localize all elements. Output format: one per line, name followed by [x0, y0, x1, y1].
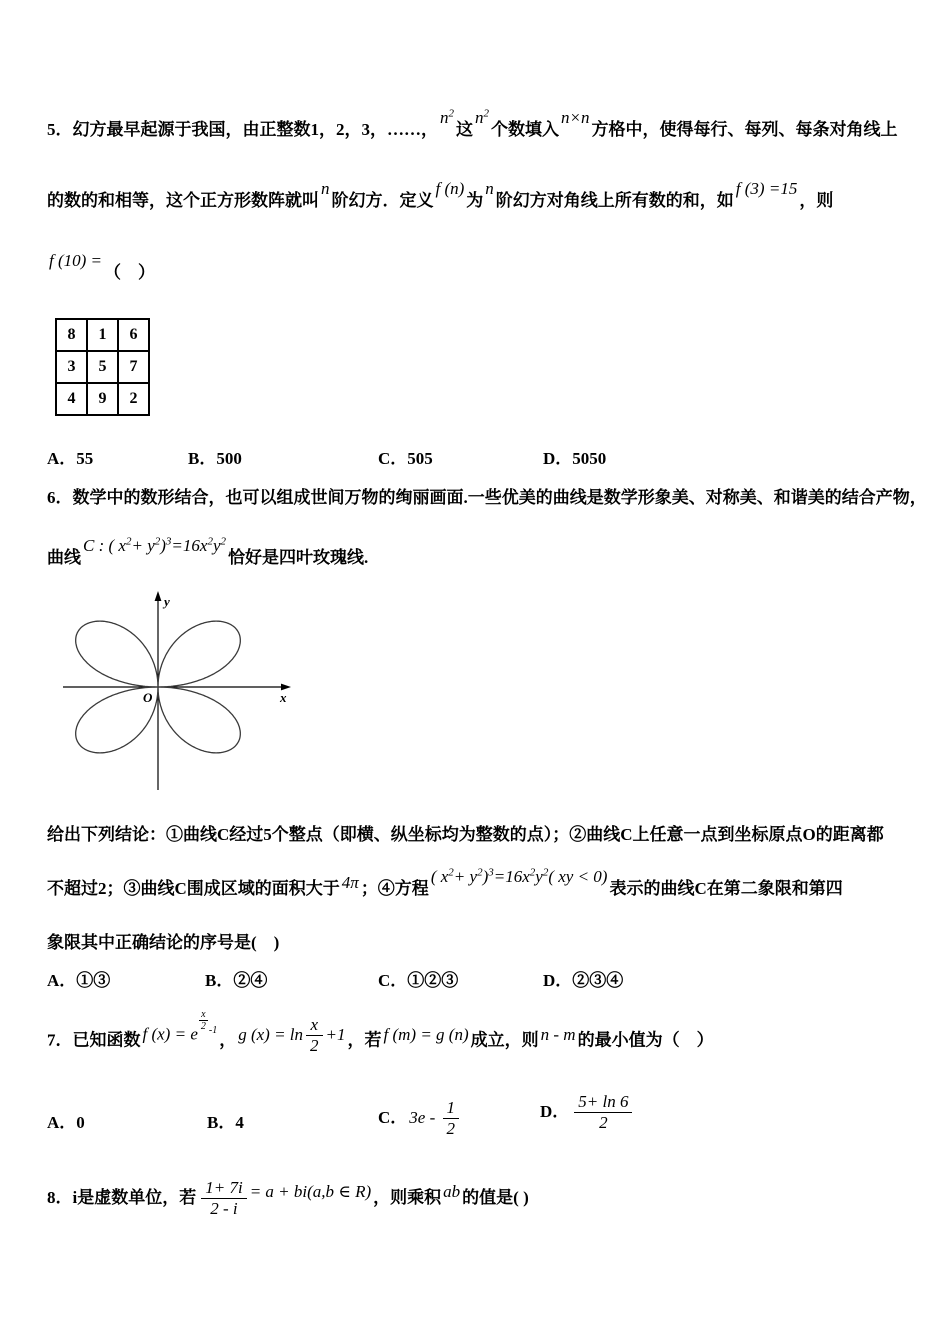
- q6-text-1: 数学中的数形结合，也可以组成世间万物的绚丽画面.一些优美的曲线是数学形象美、对称美、和谐美的结合产物，: [72, 488, 927, 507]
- formula-n-by-n: n×n: [561, 108, 590, 127]
- formula-token: y: [535, 867, 543, 886]
- magic-square-row: [56, 383, 149, 415]
- fraction-denominator: 2: [200, 1021, 206, 1032]
- q6-line-5: [47, 928, 932, 953]
- q8-line: [47, 1178, 932, 1220]
- q5-text-1c: 个数填入: [491, 120, 559, 139]
- q6-text-4b: ；④方程: [360, 879, 429, 898]
- fraction-denominator: 2 - i: [210, 1199, 238, 1219]
- q6-text-2a: 曲线: [47, 548, 81, 567]
- q6-number: 6．: [47, 488, 73, 507]
- q6-line-1: [47, 483, 932, 508]
- formula-token: C : ( x: [83, 536, 126, 555]
- formula-4pi: 4π: [341, 873, 359, 892]
- formula-f-of-3: f (3) =15: [735, 179, 798, 198]
- q6-line-3: [47, 820, 932, 845]
- q7-number: 7．: [47, 1030, 73, 1050]
- q6-line-2: [47, 535, 932, 568]
- q7-comma: ，: [219, 1030, 237, 1050]
- q5-text-1d: 方格中，使得每行、每列、每条对角线上: [591, 120, 898, 139]
- formula-exponent: 2: [207, 535, 213, 548]
- n-minus-m: n - m: [540, 1024, 576, 1044]
- g-of-x-equation: [238, 1015, 345, 1057]
- magic-square-row: [56, 351, 149, 383]
- fraction-denominator: 2: [599, 1113, 608, 1133]
- q6-option-a: A．①③: [47, 971, 111, 990]
- formula-f-of-10: f (10) =: [49, 251, 103, 270]
- curve-c-equation: [83, 536, 226, 556]
- q6-line-4: [47, 866, 932, 899]
- magic-square-row: [56, 319, 149, 351]
- magic-square-cell: 7: [118, 351, 149, 383]
- q6-option-c: C．①②③: [378, 971, 459, 990]
- q5-line-3: [47, 251, 932, 283]
- q5-option-a: A．55: [47, 449, 94, 468]
- formula-token: ): [482, 867, 489, 886]
- fraction-numerator: 5+ ln 6: [574, 1092, 632, 1113]
- formula-exponent: 2: [529, 866, 536, 879]
- formula-exponent: 2: [542, 866, 549, 879]
- formula-f-of-n: f (n): [435, 179, 465, 198]
- fraction: [306, 1015, 323, 1057]
- q5-text-1b: 这: [456, 120, 473, 139]
- formula-exponent: 3: [165, 535, 172, 548]
- formula-exponent: 2: [483, 107, 489, 120]
- formula-base: n: [475, 108, 484, 127]
- formula-n-2: n: [485, 179, 494, 198]
- q7-line: [47, 1009, 932, 1063]
- formula-exponent: 2: [448, 866, 454, 879]
- q6-text-3: 给出下列结论：①曲线C经过5个整点（即横、纵坐标均为整数的点）；②曲线C上任意一点到坐标原点O的距离都: [47, 825, 884, 844]
- q5-text-2b: 阶幻方．定义: [331, 191, 434, 210]
- option-letter: D．: [540, 1101, 570, 1121]
- formula-token: =16x: [171, 536, 208, 555]
- magic-square-cell: 4: [56, 383, 87, 415]
- equation-rhs: = a + bi(a,b ∈ R): [249, 1181, 372, 1201]
- q5-text-2d: 阶幻方对角线上所有数的和，如: [495, 191, 734, 210]
- fraction: [201, 1178, 246, 1220]
- complex-fraction-equation: [198, 1178, 372, 1219]
- q8-text-c: 的值是( ): [462, 1187, 529, 1207]
- fraction-numerator: x: [306, 1015, 323, 1036]
- exponent-fraction: [199, 1009, 208, 1032]
- q5-answer-blank: （ ）: [104, 263, 156, 282]
- rose-equation-restricted: [431, 867, 608, 887]
- formula-token: y: [212, 536, 221, 555]
- formula-n-squared-2: [475, 108, 489, 128]
- q5-option-b: B．500: [188, 449, 242, 468]
- x-axis-label: x: [280, 690, 287, 705]
- q6-option-d: D．②③④: [543, 971, 624, 990]
- q6-text-4c: 表示的曲线C在第二象限和第四: [609, 879, 843, 898]
- y-axis-label: y: [164, 594, 170, 609]
- q7-option-c: [378, 1098, 464, 1140]
- q5-number: 5．: [47, 120, 73, 139]
- q7-text-c: 成立，则: [470, 1030, 539, 1050]
- magic-square-cell: 3: [56, 351, 87, 383]
- f-m-equals-g-n: f (m) = g (n): [383, 1024, 469, 1044]
- formula-exponent: 2: [477, 866, 483, 879]
- option-c-expression: [409, 1098, 462, 1139]
- q7-text-b: ，若: [347, 1030, 382, 1050]
- formula-exponent: 2: [220, 535, 226, 548]
- rose-curve-figure: [58, 590, 293, 795]
- formula-token: g (x) = ln: [238, 1024, 304, 1044]
- magic-square-cell: 1: [87, 319, 118, 351]
- formula-token: +1: [325, 1024, 346, 1044]
- magic-square-cell: 2: [118, 383, 149, 415]
- fraction-numerator: 1: [443, 1098, 460, 1119]
- f-of-x-equation: [143, 1009, 218, 1045]
- q8-text-b: ，则乘积: [373, 1187, 442, 1207]
- fraction: [574, 1092, 632, 1134]
- q8-text-a: i是虚数单位，若: [72, 1187, 197, 1207]
- formula-token: + y: [453, 867, 478, 886]
- q7-option-b: B．4: [207, 1113, 244, 1132]
- formula-token: + y: [131, 536, 155, 555]
- q7-option-a: A．0: [47, 1113, 85, 1132]
- fraction-denominator: 2: [446, 1119, 455, 1139]
- fraction-numerator: x: [199, 1009, 208, 1021]
- q6-text-5: 象限其中正确结论的序号是( ): [47, 933, 280, 952]
- rose-curve-svg: [58, 590, 293, 795]
- option-letter: C．: [378, 1107, 408, 1127]
- fraction: [443, 1098, 460, 1140]
- q5-line-2: [47, 179, 932, 211]
- fraction-denominator: 2: [310, 1036, 319, 1056]
- q5-text-2a: 的数的和相等，这个正方形数阵就叫: [47, 191, 319, 210]
- q6-text-4a: 不超过2；③曲线C围成区域的面积大于: [47, 879, 340, 898]
- formula-exponent: 3: [488, 866, 494, 879]
- exponent: [198, 1009, 218, 1036]
- magic-square-table: [55, 318, 150, 416]
- formula-n: n: [321, 179, 330, 198]
- formula-token: =16x: [493, 867, 530, 886]
- magic-square-cell: 5: [87, 351, 118, 383]
- origin-label: O: [143, 690, 153, 705]
- formula-token: ( xy < 0): [548, 867, 608, 886]
- exponent-tail: -1: [208, 1025, 218, 1036]
- formula-n-squared-1: [440, 108, 454, 128]
- option-d-expression: [571, 1092, 635, 1133]
- q6-option-b: B．②④: [205, 971, 268, 990]
- q5-option-d: D．5050: [543, 449, 607, 468]
- formula-base: n: [440, 108, 449, 127]
- q5-option-c: C．505: [378, 449, 433, 468]
- q7-text-a: 已知函数: [72, 1030, 141, 1050]
- formula-token: ( x: [430, 867, 449, 886]
- ab-term: ab: [443, 1181, 461, 1201]
- formula-exponent: 2: [125, 535, 132, 548]
- q5-text-2e: ，则: [799, 191, 834, 210]
- formula-exponent: 2: [154, 535, 161, 548]
- q8-number: 8．: [47, 1187, 73, 1207]
- magic-square-cell: 8: [56, 319, 87, 351]
- magic-square-cell: 6: [118, 319, 149, 351]
- formula-token: 3e -: [409, 1107, 440, 1127]
- magic-square-cell: 9: [87, 383, 118, 415]
- formula-token: f (x) = e: [142, 1024, 198, 1044]
- q7-option-d: [540, 1092, 637, 1134]
- q5-text-1a: 幻方最早起源于我国，由正整数1，2，3，……，: [72, 120, 438, 139]
- q6-text-2b: 恰好是四叶玫瑰线.: [228, 548, 369, 567]
- y-axis-arrow-icon: [155, 591, 162, 601]
- q7-text-d: 的最小值为（ ）: [577, 1030, 714, 1050]
- q5-text-2c: 为: [466, 191, 484, 210]
- formula-token: ): [160, 536, 166, 555]
- q5-line-1: [47, 107, 932, 140]
- formula-exponent: 2: [448, 107, 454, 120]
- fraction-numerator: 1+ 7i: [201, 1178, 246, 1199]
